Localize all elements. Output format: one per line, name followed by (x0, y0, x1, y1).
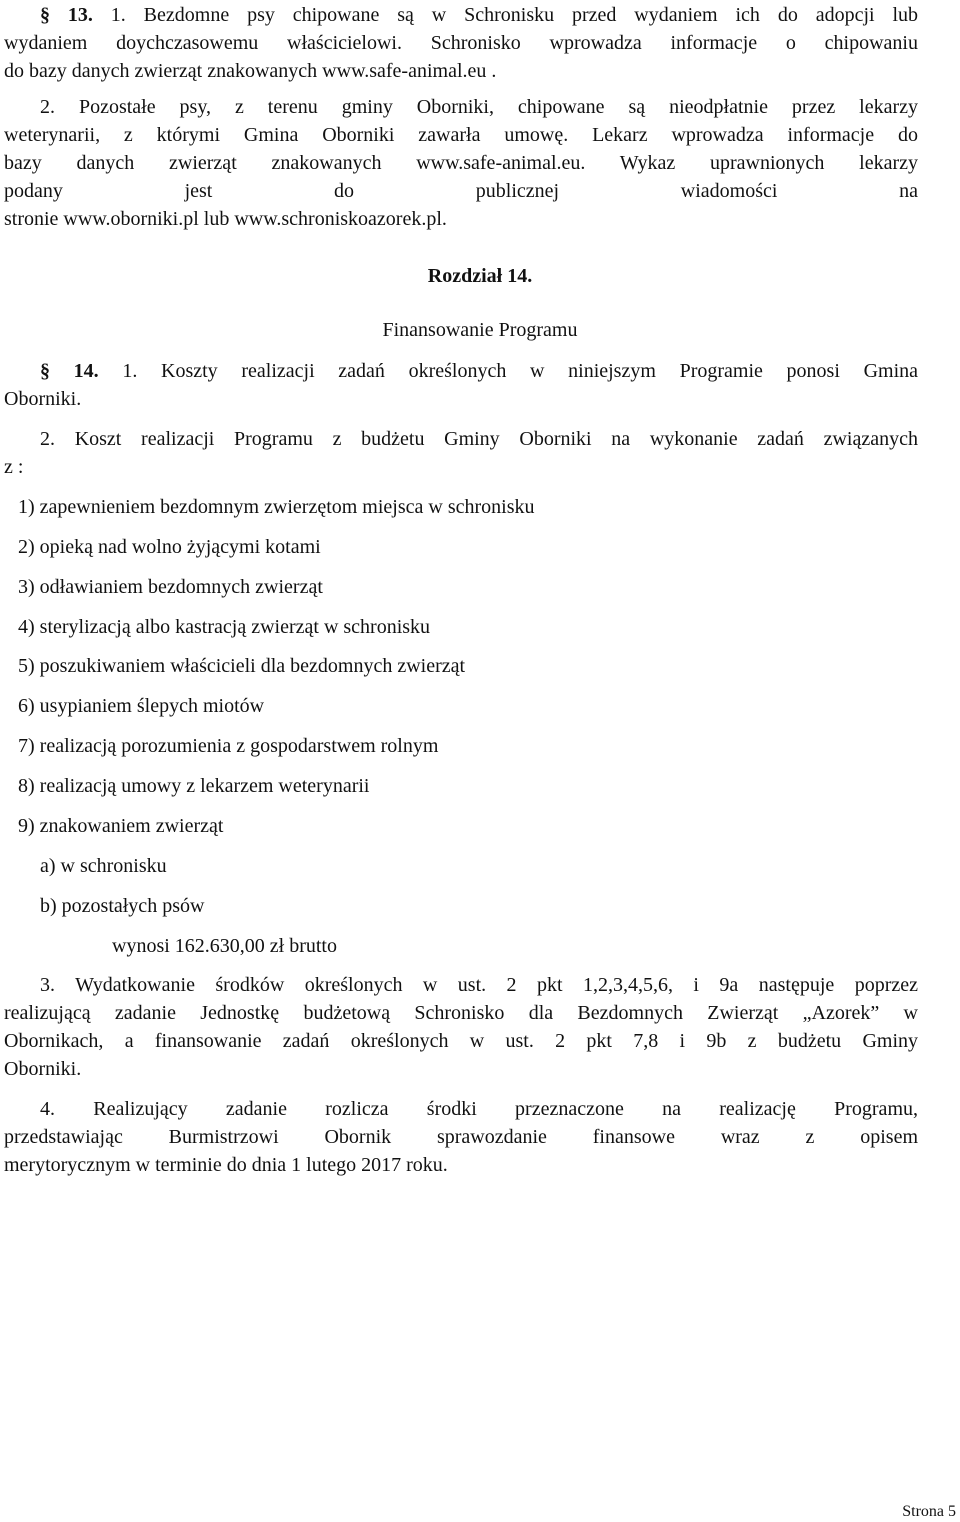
section-13-para-2-line-5: stronie www.oborniki.pl lub www.schroniskoazorek.pl. (4, 208, 447, 230)
section-13-para-2-line-3: bazy danych zwierząt znakowanych www.safe-animal.eu. Wykaz uprawnionych lekarzy (4, 152, 918, 174)
list-item: 5) poszukiwaniem właścicieli dla bezdomnych zwierząt (18, 655, 466, 677)
section-14-para-4-line-3: merytorycznym w terminie do dnia 1 lutego 2017 roku. (4, 1154, 448, 1176)
section-14-para-4-line-2: przedstawiając Burmistrzowi Obornik sprawozdanie finansowe wraz z opisem (4, 1126, 918, 1148)
page-number: Strona 5 (902, 1503, 956, 1520)
section-13-sign: § 13. (40, 4, 93, 26)
section-14-para-4-line-1: 4. Realizujący zadanie rozlicza środki przeznaczone na realizację Programu, (40, 1098, 918, 1120)
section-13-para-1-line-2: wydaniem doychczasowemu właścicielowi. Schronisko wprowadza informacje o chipowaniu (4, 32, 918, 54)
section-14-sign: § 14. (40, 360, 99, 382)
section-13-para-2-line-2: weterynarii, z którymi Gmina Oborniki zawarła umowę. Lekarz wprowadza informacje do (4, 124, 918, 146)
list-item: 4) sterylizacją albo kastracją zwierząt w schronisku (18, 616, 431, 638)
section-13-para-1-line-1: § 13. 1. Bezdomne psy chipowane są w Schronisku przed wydaniem ich do adopcji lub (40, 4, 919, 26)
list-item: 9) znakowaniem zwierząt (18, 815, 224, 837)
sub-list-item: a) w schronisku (40, 855, 167, 877)
chapter-heading: Rozdział 14. (427, 265, 533, 287)
list-item: 6) usypianiem ślepych miotów (18, 695, 265, 717)
section-14-para-2-line-1: 2. Koszt realizacji Programu z budżetu Gminy Oborniki na wykonanie zadań związanych (40, 428, 918, 450)
section-14-para-3-line-4: Oborniki. (4, 1058, 82, 1080)
list-item: 7) realizacją porozumienia z gospodarstwem rolnym (18, 735, 439, 757)
section-13-para-1-line-3: do bazy danych zwierząt znakowanych www.safe-animal.eu . (4, 60, 497, 82)
section-13-para-2-line-1: 2. Pozostałe psy, z terenu gminy Oborniki, chipowane są nieodpłatnie przez lekarzy (40, 96, 918, 118)
section-14-para-3-line-2: realizującą zadanie Jednostkę budżetową Schronisko dla Bezdomnych Zwierząt „Azorek” w (4, 1002, 918, 1024)
section-14-para-1-line-2: Oborniki. (4, 388, 82, 410)
section-14-para-3-line-3: Obornikach, a finansowanie zadań określonych w ust. 2 pkt 7,8 i 9b z budżetu Gminy (4, 1030, 918, 1052)
list-item: 1) zapewnieniem bezdomnym zwierzętom miejsca w schronisku (18, 496, 535, 518)
section-14-para-3-line-1: 3. Wydatkowanie środków określonych w ust. 2 pkt 1,2,3,4,5,6, i 9a następuje poprzez (40, 974, 918, 996)
sub-list-item: b) pozostałych psów (40, 895, 205, 917)
section-13-para-2-line-4: podany jest do publicznej wiadomości na (4, 180, 918, 202)
list-item: 3) odławianiem bezdomnych zwierząt (18, 576, 323, 598)
list-item: 8) realizacją umowy z lekarzem weterynarii (18, 775, 370, 797)
amount-line: wynosi 162.630,00 zł brutto (112, 935, 337, 957)
list-item: 2) opieką nad wolno żyjącymi kotami (18, 536, 321, 558)
section-14-para-2-line-2: z : (4, 456, 24, 478)
chapter-subheading: Finansowanie Programu (382, 319, 578, 341)
section-14-para-1-line-1: § 14. 1. Koszty realizacji zadań określonych w niniejszym Programie ponosi Gmina (40, 360, 918, 382)
